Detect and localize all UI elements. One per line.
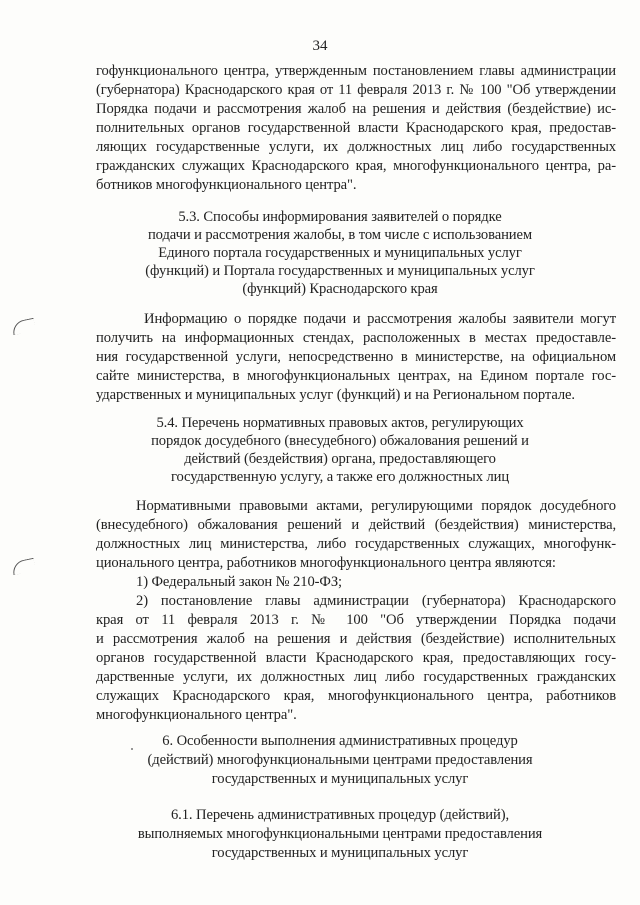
heading-line: (действий) многофункциональными центрами предоставления bbox=[147, 752, 533, 768]
text-line: (внесудебного) обжалования решений и действий (бездействия) министерства, bbox=[96, 517, 616, 533]
text-line: многофункционального центра". bbox=[96, 707, 297, 723]
heading-line: государственных и муниципальных услуг bbox=[211, 771, 469, 787]
heading-line: подачи и рассмотрения жалобы, в том числе с использованием bbox=[147, 227, 533, 243]
text-line: ционального центра, работников многофункционального центра являются: bbox=[96, 555, 556, 571]
text-line: ботников многофункционального центра". bbox=[96, 177, 357, 193]
text-line: и рассмотрения жалоб на решения и действия (бездействие) исполнительных bbox=[96, 631, 616, 647]
text-line: Нормативными правовыми актами, регулирующими порядок досудебного bbox=[136, 498, 616, 514]
text-line: полнительных органов государственной власти Краснодарского края, предостав- bbox=[96, 120, 616, 136]
heading-line: выполняемых многофункциональными центрами предоставления bbox=[137, 826, 543, 842]
text-line: ударственных и муниципальных услуг (функций) и на Региональном портале. bbox=[96, 387, 575, 403]
heading-line: 5.4. Перечень нормативных правовых актов, регулирующих bbox=[156, 415, 524, 431]
heading-line: действий (бездействия) органа, предоставляющего bbox=[184, 451, 496, 467]
text-line: края от 11 февраля 2013 г. № 100 "Об утверждении Порядка подачи bbox=[96, 612, 616, 628]
heading-line: государственных и муниципальных услуг bbox=[211, 845, 469, 861]
heading-line: (функций) и Портала государственных и муниципальных услуг bbox=[145, 263, 535, 279]
page-number: 34 bbox=[312, 38, 328, 54]
text-line: Информацию о порядке подачи и рассмотрения жалобы заявители могут bbox=[144, 311, 616, 327]
heading-line: Единого портала государственных и муниципальных услуг bbox=[158, 245, 522, 261]
text-line: органов государственной власти Краснодарского края, предоставляющих госу- bbox=[96, 650, 616, 666]
text-line: получить на информационных стендах, расположенных в местах предоставле- bbox=[96, 330, 616, 346]
list-item: 1) Федеральный закон № 210-ФЗ; bbox=[136, 574, 343, 590]
text-line: должностных лиц министерства, либо государственных служащих, многофунк- bbox=[96, 536, 616, 552]
heading-line: государственную услугу, а также его должностных лиц bbox=[170, 469, 510, 485]
text-line: ния государственной услуги, непосредственно в министерстве, на официальном bbox=[96, 349, 616, 365]
heading-line: порядок досудебного (внесудебного) обжалования решений и bbox=[151, 433, 529, 449]
text-line: ляющих государственные услуги, их должностных лиц либо государственных bbox=[96, 139, 616, 155]
text-line: гражданских служащих Краснодарского края, многофункционального центра, ра- bbox=[96, 158, 616, 174]
text-line: гофункционального центра, утвержденным постановлением главы администрации bbox=[96, 63, 616, 79]
text-line: Порядка подачи и рассмотрения жалоб на решения и действия (бездействие) ис- bbox=[96, 101, 616, 117]
heading-line: 6. Особенности выполнения административных процедур bbox=[162, 733, 518, 749]
margin-mark bbox=[11, 558, 36, 575]
heading-line: (функций) Краснодарского края bbox=[242, 281, 438, 297]
heading-line: 5.3. Способы информирования заявителей о порядке bbox=[178, 209, 502, 225]
text-line: дарственные услуги, их должностных лиц либо государственных гражданских bbox=[96, 669, 616, 685]
heading-line: 6.1. Перечень административных процедур (действий), bbox=[170, 807, 510, 823]
text-line: служащих Краснодарского края, многофункционального центра, работников bbox=[96, 688, 616, 704]
text-line: сайте министерства, в многофункциональных центрах, на Едином портале гос- bbox=[96, 368, 616, 384]
text-line: 2) постановление главы администрации (губернатора) Краснодарского bbox=[136, 593, 616, 609]
text-line: (губернатора) Краснодарского края от 11 февраля 2013 г. № 100 "Об утверждении bbox=[96, 82, 616, 98]
margin-mark bbox=[11, 318, 36, 335]
